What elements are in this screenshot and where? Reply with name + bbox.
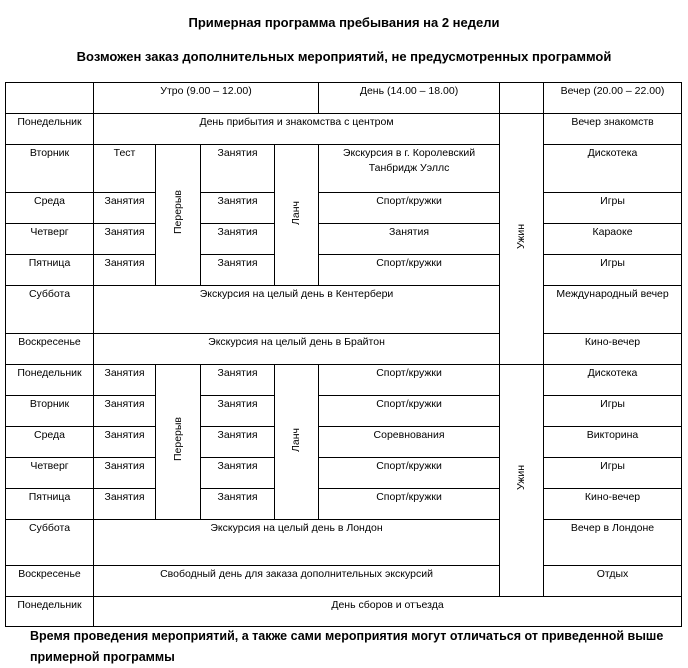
day-cell: Вторник: [6, 396, 94, 427]
evening-cell: Вечер знакомств: [544, 114, 682, 145]
evening-cell: Дискотека: [544, 145, 682, 193]
evening-cell: Отдых: [544, 566, 682, 597]
day2-cell: Занятия: [319, 224, 500, 255]
break-label: Перерыв: [171, 190, 184, 235]
day-cell: Пятница: [6, 255, 94, 286]
day2-cell: Спорт/кружки: [319, 458, 500, 489]
table-row: [6, 566, 682, 597]
header-morning: Утро (9.00 – 12.00): [94, 83, 319, 114]
full-day-cell: Экскурсия на целый день в Брайтон: [94, 334, 500, 365]
day-cell: Среда: [6, 427, 94, 458]
day1-cell: Занятия: [201, 489, 275, 520]
day1-cell: Занятия: [201, 396, 275, 427]
evening-cell: Международный вечер: [544, 286, 682, 334]
day-cell: Пятница: [6, 489, 94, 520]
table-row: [6, 286, 682, 334]
table-row: [6, 365, 682, 396]
table-row: [6, 520, 682, 566]
morning-cell: Занятия: [94, 193, 156, 224]
day2-cell: Спорт/кружки: [319, 396, 500, 427]
break-label: Перерыв: [171, 417, 184, 462]
day-cell: Понедельник: [6, 597, 94, 627]
day-cell: Воскресенье: [6, 334, 94, 365]
evening-cell: Дискотека: [544, 365, 682, 396]
evening-cell: Игры: [544, 458, 682, 489]
page-title: Примерная программа пребывания на 2 недели: [188, 15, 500, 30]
day2-cell: Спорт/кружки: [319, 193, 500, 224]
day1-cell: Занятия: [201, 224, 275, 255]
evening-cell: Караоке: [544, 224, 682, 255]
day1-cell: Занятия: [201, 145, 275, 193]
lunch-cell-week2: [275, 365, 319, 520]
page-subtitle: Возможен заказ дополнительных мероприятий, не предусмотренных программой: [76, 49, 612, 64]
table-row: [6, 396, 682, 427]
full-day-cell: День прибытия и знакомства с центром: [94, 114, 500, 145]
evening-cell: Кино-вечер: [544, 334, 682, 365]
morning-cell: Занятия: [94, 396, 156, 427]
header-row: [6, 83, 682, 114]
day1-cell: Занятия: [201, 427, 275, 458]
schedule-table: [5, 82, 682, 627]
dinner-cell-week2: [500, 365, 544, 597]
morning-cell: Занятия: [94, 489, 156, 520]
header-day: День (14.00 – 18.00): [319, 83, 500, 114]
evening-cell: Игры: [544, 396, 682, 427]
day1-cell: Занятия: [201, 255, 275, 286]
dinner-label: Ужин: [515, 465, 528, 491]
day-cell: Среда: [6, 193, 94, 224]
full-day-cell: День сборов и отъезда: [94, 597, 682, 627]
lunch-cell-week1: [275, 145, 319, 286]
day-cell: Четверг: [6, 458, 94, 489]
table-row: [6, 255, 682, 286]
morning-cell: Занятия: [94, 458, 156, 489]
lunch-label: Ланч: [290, 200, 303, 225]
day1-cell: Занятия: [201, 458, 275, 489]
morning-cell: Тест: [94, 145, 156, 193]
evening-cell: Кино-вечер: [544, 489, 682, 520]
day-cell: Суббота: [6, 286, 94, 334]
full-day-cell: Свободный день для заказа дополнительных экскурсий: [94, 566, 500, 597]
day-cell: Вторник: [6, 145, 94, 193]
table-row: [6, 458, 682, 489]
break-cell-week2: [156, 365, 201, 520]
morning-cell: Занятия: [94, 224, 156, 255]
header-gap: [500, 83, 544, 114]
table-row: [6, 597, 682, 627]
evening-cell: Викторина: [544, 427, 682, 458]
morning-cell: Занятия: [94, 365, 156, 396]
day2-cell: Спорт/кружки: [319, 489, 500, 520]
footer-note: Время проведения мероприятий, а также сами мероприятия могут отличаться от приведенной выше примерной программы: [30, 629, 664, 664]
table-row: [6, 224, 682, 255]
day1-cell: Занятия: [201, 193, 275, 224]
table-row: [6, 193, 682, 224]
day2-cell: Экскурсия в г. Королевский Танбридж Уэллс: [319, 145, 500, 193]
evening-cell: Игры: [544, 193, 682, 224]
morning-cell: Занятия: [94, 255, 156, 286]
day-cell: Четверг: [6, 224, 94, 255]
table-row: [6, 114, 682, 145]
morning-cell: Занятия: [94, 427, 156, 458]
day-cell: Понедельник: [6, 114, 94, 145]
table-row: [6, 334, 682, 365]
header-day-cell: [6, 83, 94, 114]
table-row: [6, 427, 682, 458]
day2-cell: Спорт/кружки: [319, 365, 500, 396]
table-row: [6, 489, 682, 520]
table-row: [6, 145, 682, 193]
day2-cell: Соревнования: [319, 427, 500, 458]
day-cell: Понедельник: [6, 365, 94, 396]
evening-cell: Вечер в Лондоне: [544, 520, 682, 566]
dinner-cell-week1: [500, 114, 544, 365]
full-day-cell: Экскурсия на целый день в Лондон: [94, 520, 500, 566]
lunch-label: Ланч: [290, 427, 303, 452]
day-cell: Воскресенье: [6, 566, 94, 597]
full-day-cell: Экскурсия на целый день в Кентербери: [94, 286, 500, 334]
day-cell: Суббота: [6, 520, 94, 566]
dinner-label: Ужин: [515, 223, 528, 249]
day1-cell: Занятия: [201, 365, 275, 396]
header-evening: Вечер (20.00 – 22.00): [544, 83, 682, 114]
break-cell-week1: [156, 145, 201, 286]
day2-cell: Спорт/кружки: [319, 255, 500, 286]
evening-cell: Игры: [544, 255, 682, 286]
